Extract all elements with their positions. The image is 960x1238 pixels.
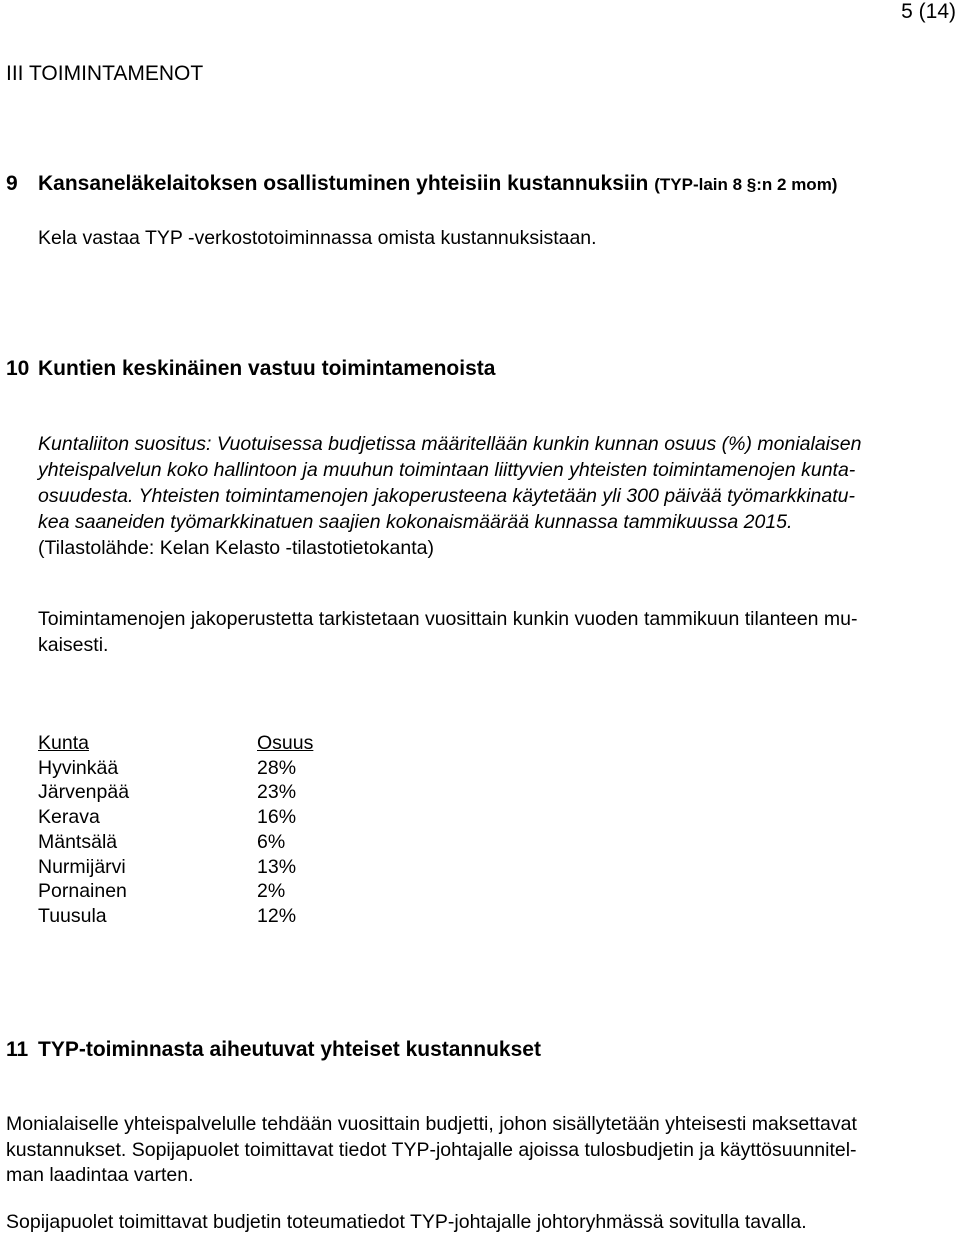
- p1-line-4: [38, 511, 792, 534]
- row-osuus: 23%: [257, 781, 297, 803]
- row-osuus: 13%: [257, 856, 297, 878]
- p1-line-2: [38, 459, 855, 482]
- table-row: [0, 905, 960, 929]
- section-10-number: 10: [6, 357, 30, 380]
- row-kunta: Hyvinkää: [38, 757, 119, 779]
- p1-line-5: [38, 537, 434, 560]
- p1-line-1: [38, 433, 861, 456]
- p1-line-2-text: yhteispalvelun koko hallintoon ja muuhun toimintaan liittyvien yhteisten toimintamenojen kunta-: [38, 459, 856, 481]
- section-9-title-wrap: [38, 172, 837, 196]
- part-title: III TOIMINTAMENOT: [6, 62, 204, 85]
- s11-p1-line-2: kustannukset. Sopijapuolet toimittavat tiedot TYP-johtajalle ajoissa tulosbudjetin ja käyttösuunnitel-: [6, 1139, 857, 1161]
- row-osuus: 16%: [257, 806, 297, 828]
- section-9-body: Kela vastaa TYP -verkostotoiminnassa omista kustannuksistaan.: [38, 227, 597, 249]
- p1-line-3: [38, 485, 855, 508]
- p1-line-4-text: kea saaneiden työmarkkinatuen saajien kokonaismäärää kunnassa tammikuussa 2015.: [38, 511, 793, 533]
- row-kunta: Tuusula: [38, 905, 107, 927]
- table-row: [0, 831, 960, 855]
- p2-line-1: Toimintamenojen jakoperustetta tarkistetaan vuosittain kunkin vuoden tammikuun tilanteen mu-: [38, 608, 858, 630]
- p2-line-2: kaisesti.: [38, 634, 109, 656]
- row-osuus: 2%: [257, 880, 286, 902]
- header-kunta: Kunta: [38, 732, 89, 754]
- row-kunta: Mäntsälä: [38, 831, 118, 853]
- table-row: [0, 781, 960, 805]
- section-10-title: Kuntien keskinäinen vastuu toimintamenoista: [38, 357, 496, 380]
- row-kunta: Nurmijärvi: [38, 856, 126, 878]
- table-row: [0, 806, 960, 830]
- table-row: [0, 856, 960, 880]
- row-osuus: 6%: [257, 831, 286, 853]
- table-header: [0, 732, 960, 756]
- p1-line-5-text: (Tilastolähde: Kelan Kelasto -tilastotietokanta): [38, 537, 434, 559]
- table-row: [0, 880, 960, 904]
- row-osuus: 28%: [257, 757, 297, 779]
- row-kunta: Pornainen: [38, 880, 127, 902]
- row-kunta: Järvenpää: [38, 781, 130, 803]
- row-osuus: 12%: [257, 905, 297, 927]
- section-11-number: 11: [6, 1038, 29, 1061]
- header-osuus: Osuus: [257, 732, 314, 754]
- s11-p1-line-1: Monialaiselle yhteispalvelulle tehdään vuosittain budjetti, johon sisällytetään yhteisesti maksettavat: [6, 1113, 857, 1135]
- p1-line-3-text: osuudesta. Yhteisten toimintamenojen jakoperusteena käytetään yli 300 päivää työmarkkinatu-: [38, 485, 855, 507]
- section-11-title: TYP-toiminnasta aiheutuvat yhteiset kustannukset: [38, 1038, 541, 1061]
- table-row: [0, 757, 960, 781]
- section-9-title: Kansaneläkelaitoksen osallistuminen yhteisiin kustannuksiin: [38, 172, 649, 195]
- p1-line-1-text: Kuntaliiton suositus: Vuotuisessa budjetissa määritellään kunkin kunnan osuus (%) monialaisen: [38, 433, 862, 455]
- section-11-paragraph-2: Sopijapuolet toimittavat budjetin toteumatiedot TYP-johtajalle johtoryhmässä sovitulla tavalla.: [6, 1211, 807, 1233]
- s11-p1-line-3: man laadintaa varten.: [6, 1164, 194, 1186]
- section-9-number: 9: [6, 172, 18, 195]
- section-9-note: (TYP-lain 8 §:n 2 mom): [654, 175, 838, 194]
- row-kunta: Kerava: [38, 806, 100, 828]
- page-number: 5 (14): [901, 0, 956, 23]
